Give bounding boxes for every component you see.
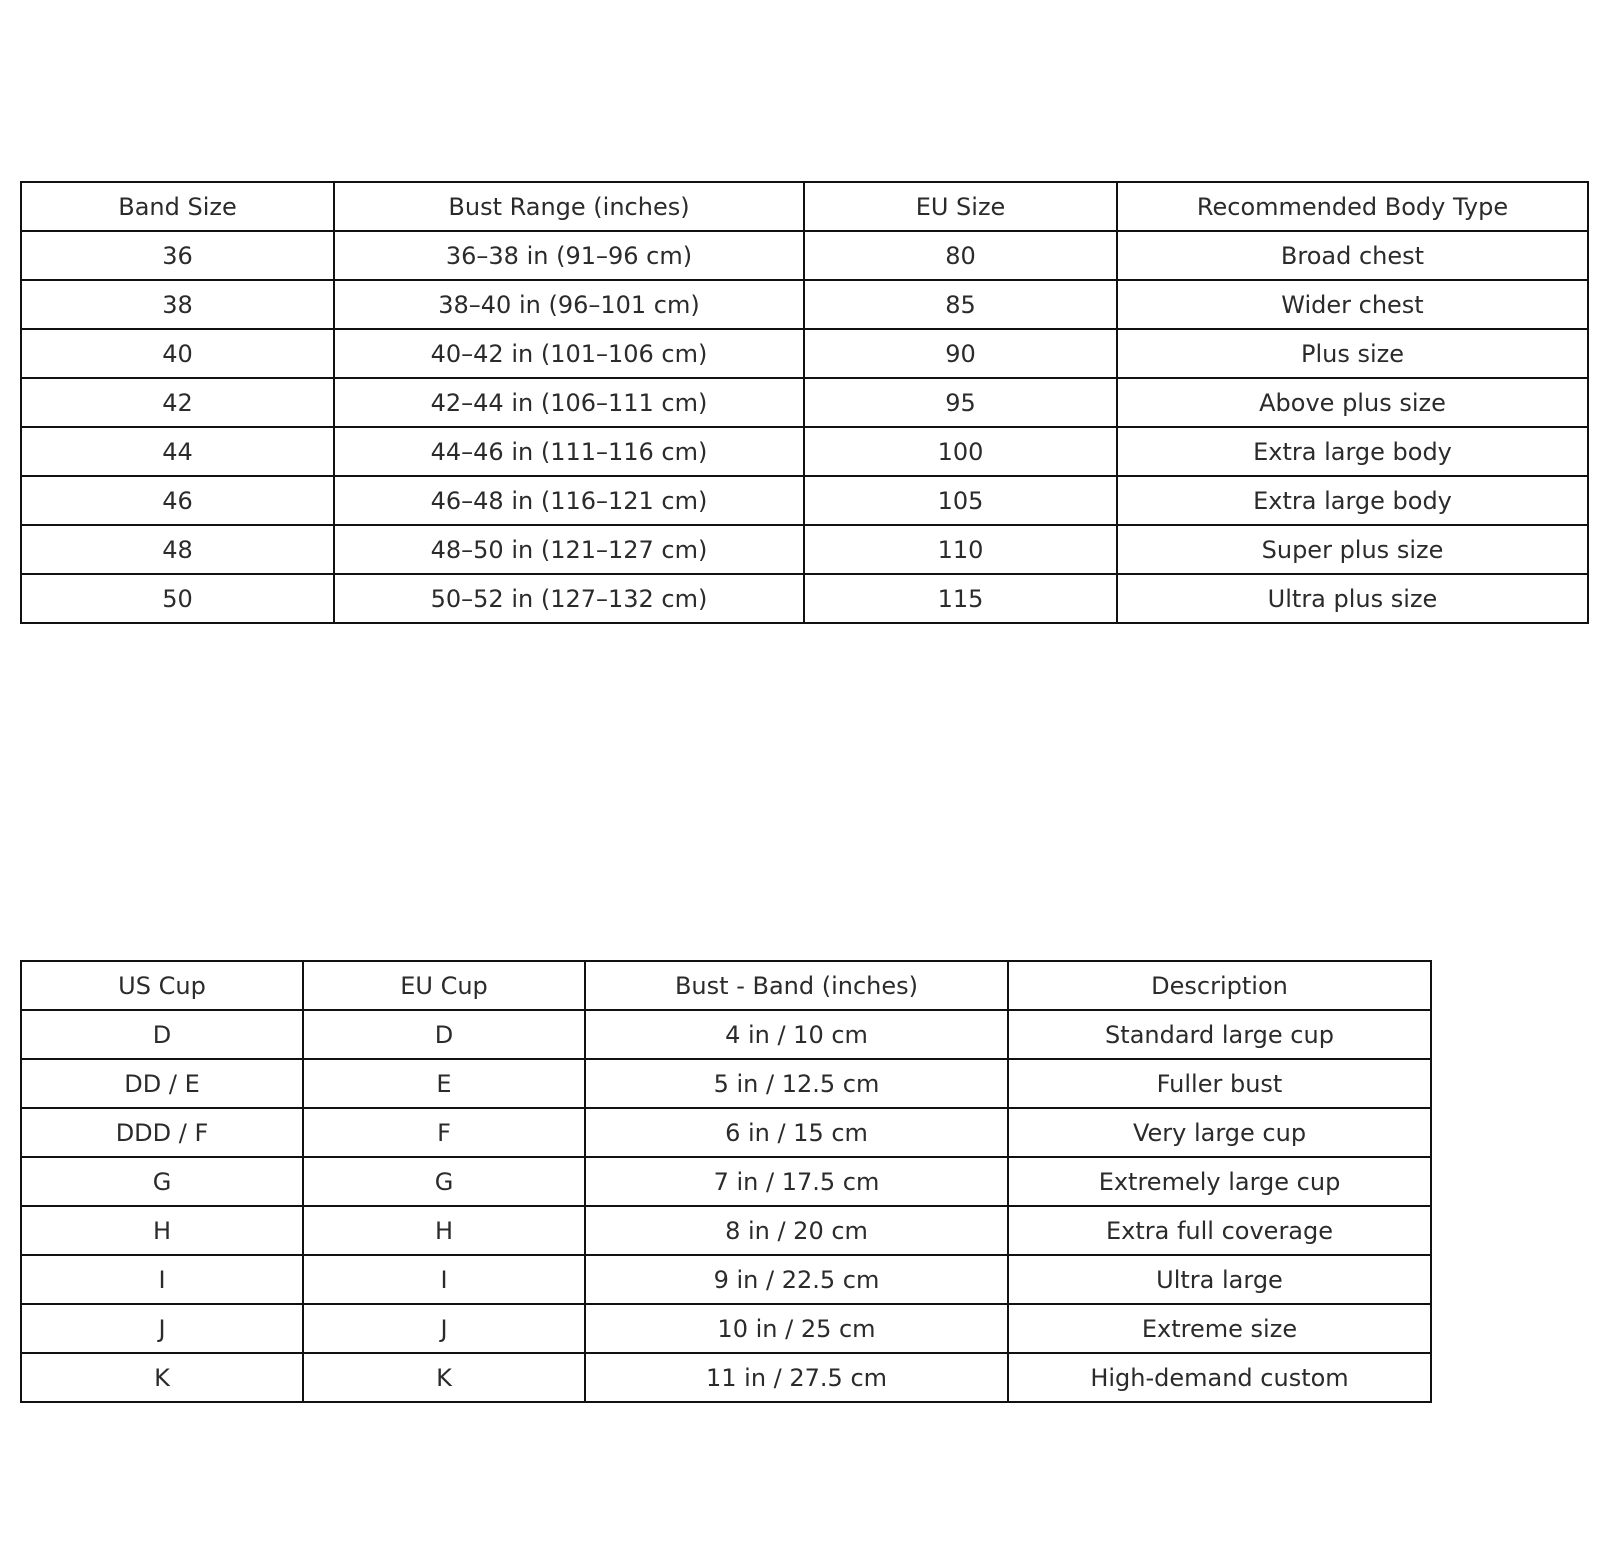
band-table-row xyxy=(21,231,1588,280)
cup-table-cell: Extreme size xyxy=(1008,1304,1431,1353)
cup-table-cell: I xyxy=(303,1255,585,1304)
cup-table-cell: 11 in / 27.5 cm xyxy=(585,1353,1008,1402)
band-table-body xyxy=(21,182,1588,623)
cup-table-cell: K xyxy=(303,1353,585,1402)
cup-table-cell: 5 in / 12.5 cm xyxy=(585,1059,1008,1108)
band-table-cell: Extra large body xyxy=(1117,476,1588,525)
cup-table-row xyxy=(21,1206,1431,1255)
band-table-cell: Broad chest xyxy=(1117,231,1588,280)
band-table-cell: 90 xyxy=(804,329,1117,378)
band-table-cell: Wider chest xyxy=(1117,280,1588,329)
cup-table-cell: D xyxy=(21,1010,303,1059)
band-table-cell: 85 xyxy=(804,280,1117,329)
band-table-cell: 95 xyxy=(804,378,1117,427)
band-table-cell: Extra large body xyxy=(1117,427,1588,476)
band-table-cell: Plus size xyxy=(1117,329,1588,378)
cup-table-cell: Fuller bust xyxy=(1008,1059,1431,1108)
cup-table-row xyxy=(21,1304,1431,1353)
cup-table-cell: 7 in / 17.5 cm xyxy=(585,1157,1008,1206)
cup-table-row xyxy=(21,1353,1431,1402)
band-table-header-row xyxy=(21,182,1588,231)
cup-table-cell: G xyxy=(303,1157,585,1206)
band-table-cell: 48 xyxy=(21,525,334,574)
band-table-row xyxy=(21,280,1588,329)
cup-table-cell: J xyxy=(21,1304,303,1353)
band-table-cell: 36 xyxy=(21,231,334,280)
band-table-cell: 42–44 in (106–111 cm) xyxy=(334,378,804,427)
cup-table-cell: 6 in / 15 cm xyxy=(585,1108,1008,1157)
cup-table-cell: 9 in / 22.5 cm xyxy=(585,1255,1008,1304)
band-table-cell: 46–48 in (116–121 cm) xyxy=(334,476,804,525)
band-table-cell: 44–46 in (111–116 cm) xyxy=(334,427,804,476)
cup-table-header-cell: EU Cup xyxy=(303,961,585,1010)
cup-table-body xyxy=(21,961,1431,1402)
band-table-cell: Above plus size xyxy=(1117,378,1588,427)
cup-table-cell: K xyxy=(21,1353,303,1402)
band-table-cell: Ultra plus size xyxy=(1117,574,1588,623)
band-table-cell: 46 xyxy=(21,476,334,525)
cup-table-header-cell: Bust - Band (inches) xyxy=(585,961,1008,1010)
band-table-row xyxy=(21,378,1588,427)
cup-table-row xyxy=(21,1157,1431,1206)
cup-table-row xyxy=(21,1255,1431,1304)
band-table-row xyxy=(21,329,1588,378)
band-table-header-cell: Recommended Body Type xyxy=(1117,182,1588,231)
band-table-row xyxy=(21,427,1588,476)
cup-table-cell: 8 in / 20 cm xyxy=(585,1206,1008,1255)
cup-table-cell: D xyxy=(303,1010,585,1059)
band-table-cell: Super plus size xyxy=(1117,525,1588,574)
band-table-cell: 115 xyxy=(804,574,1117,623)
cup-table-header-row xyxy=(21,961,1431,1010)
cup-table-cell: High-demand custom xyxy=(1008,1353,1431,1402)
band-table-row xyxy=(21,476,1588,525)
cup-table-row xyxy=(21,1010,1431,1059)
cup-table-cell: E xyxy=(303,1059,585,1108)
band-table-cell: 105 xyxy=(804,476,1117,525)
band-table-cell: 42 xyxy=(21,378,334,427)
band-table-row xyxy=(21,574,1588,623)
cup-table-cell: DDD / F xyxy=(21,1108,303,1157)
cup-table-cell: J xyxy=(303,1304,585,1353)
cup-table-row xyxy=(21,1108,1431,1157)
cup-table-row xyxy=(21,1059,1431,1108)
band-table-cell: 50–52 in (127–132 cm) xyxy=(334,574,804,623)
band-size-table xyxy=(20,181,1589,624)
cup-table-cell: H xyxy=(303,1206,585,1255)
cup-table-cell: Extremely large cup xyxy=(1008,1157,1431,1206)
cup-table-cell: Extra full coverage xyxy=(1008,1206,1431,1255)
cup-size-table xyxy=(20,960,1432,1403)
band-table-cell: 44 xyxy=(21,427,334,476)
cup-table-header-cell: US Cup xyxy=(21,961,303,1010)
band-table-cell: 100 xyxy=(804,427,1117,476)
cup-table-cell: I xyxy=(21,1255,303,1304)
cup-table-cell: 10 in / 25 cm xyxy=(585,1304,1008,1353)
band-table-cell: 38 xyxy=(21,280,334,329)
band-table-cell: 36–38 in (91–96 cm) xyxy=(334,231,804,280)
cup-table-cell: Very large cup xyxy=(1008,1108,1431,1157)
band-table-cell: 40–42 in (101–106 cm) xyxy=(334,329,804,378)
band-table-cell: 50 xyxy=(21,574,334,623)
cup-table-cell: Ultra large xyxy=(1008,1255,1431,1304)
cup-table-cell: F xyxy=(303,1108,585,1157)
band-table-row xyxy=(21,525,1588,574)
band-table-cell: 48–50 in (121–127 cm) xyxy=(334,525,804,574)
band-table-cell: 40 xyxy=(21,329,334,378)
cup-table-cell: Standard large cup xyxy=(1008,1010,1431,1059)
band-table-header-cell: Bust Range (inches) xyxy=(334,182,804,231)
cup-table-cell: DD / E xyxy=(21,1059,303,1108)
cup-table-cell: G xyxy=(21,1157,303,1206)
cup-table-cell: H xyxy=(21,1206,303,1255)
cup-table-cell: 4 in / 10 cm xyxy=(585,1010,1008,1059)
band-table-cell: 110 xyxy=(804,525,1117,574)
band-table-header-cell: Band Size xyxy=(21,182,334,231)
band-table-cell: 38–40 in (96–101 cm) xyxy=(334,280,804,329)
cup-table-header-cell: Description xyxy=(1008,961,1431,1010)
band-table-header-cell: EU Size xyxy=(804,182,1117,231)
band-table-cell: 80 xyxy=(804,231,1117,280)
